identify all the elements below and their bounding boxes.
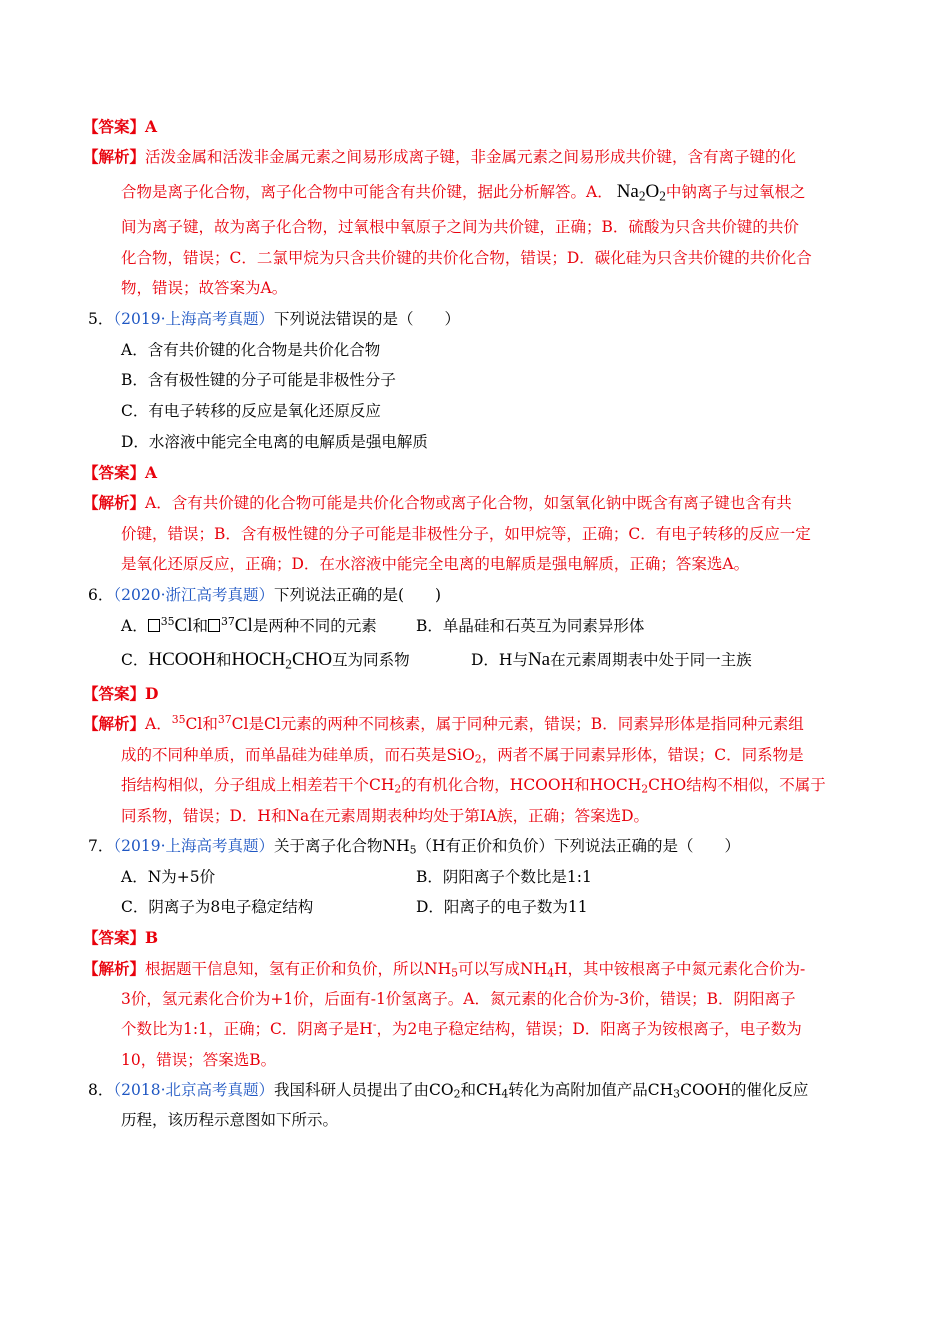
- q7-analysis-line-2: 3价，氢元素化合价为+1价，后面有-1价氢离子。A．氮元素的化合价为-3价，错误；B．阴阳离子: [121, 990, 796, 1008]
- q6-analysis-line-1: 【解析】A．$^{35}$Cl和$^{37}$Cl是Cl元素的两种不同核素，属于同种元素，错误；B．同素异形体是指同种元素组: [83, 713, 804, 733]
- analysis-text: 合物是离子化合物，离子化合物中可能含有共价键，据此分析解答。A．: [121, 183, 613, 201]
- answer-value: B: [145, 928, 159, 947]
- q5-answer: [83, 462, 157, 484]
- q4-analysis-line-1: [83, 146, 796, 168]
- answer-value: D: [145, 684, 159, 703]
- q6-stem: [88, 584, 441, 606]
- answer-label: 【答案】: [83, 117, 146, 136]
- q4-analysis-line-4: 化合物，错误；C．二氯甲烷为只含共价键的共价化合物，错误；D．碳化硅为只含共价键的共价化合: [121, 249, 812, 267]
- question-source: （2019·上海高考真题）: [113, 310, 274, 328]
- formula-na2o2: $Na_2O_2$: [616, 181, 666, 204]
- q4-analysis-line-3: 间为离子键，故为离子化合物，过氧根中氧原子之间为共价键，正确；B．硫酸为只含共价键的共价: [121, 218, 799, 236]
- q5-analysis-line-3: 是氧化还原反应，正确；D．在水溶液中能完全电离的电解质是强电解质，正确；答案选A。: [121, 555, 750, 573]
- analysis-label: 【解析】: [83, 493, 146, 512]
- q4-analysis-line-5: 物，错误；故答案为A。: [121, 279, 288, 297]
- q7-option-a: A．N为+5价: [121, 868, 216, 886]
- question-source: （2018·北京高考真题）: [113, 1081, 274, 1099]
- q5-option-c: C．有电子转移的反应是氧化还原反应: [121, 402, 381, 420]
- analysis-label: 【解析】: [83, 959, 146, 978]
- q7-answer: [83, 927, 158, 949]
- question-text: 下列说法错误的是（ ）: [274, 310, 461, 328]
- answer-label: 【答案】: [83, 684, 146, 703]
- q7-option-b: B．阴阳离子个数比是1:1: [416, 868, 592, 886]
- question-source: （2019·上海高考真题）: [113, 837, 274, 855]
- q6-option-a: A． $^{35}$Cl和 $^{37}$Cl是两种不同的元素: [121, 615, 377, 636]
- question-number: 5．: [88, 310, 114, 328]
- q7-analysis-line-4: 10，错误；答案选B。: [121, 1051, 277, 1069]
- q8-stem-line-2: 历程，该历程示意图如下所示。: [121, 1111, 339, 1129]
- question-number: 6．: [88, 586, 114, 604]
- answer-value: A: [145, 117, 158, 136]
- q7-analysis-line-1: 【解析】根据题干信息知，氢有正价和负价，所以$NH_5$可以写成$NH_4H$，其中铵根离子中氮元素化合价为-: [83, 959, 806, 980]
- answer-label: 【答案】: [83, 463, 146, 482]
- placeholder-box-icon: [148, 619, 160, 632]
- q7-option-c: C．阴离子为8电子稳定结构: [121, 898, 314, 916]
- placeholder-box-icon: [208, 619, 220, 632]
- q5-option-a: A．含有共价键的化合物是共价化合物: [121, 341, 381, 359]
- q6-option-b: B．单晶硅和石英互为同素异形体: [416, 617, 645, 635]
- analysis-text: 活泼金属和活泼非金属元素之间易形成离子键，非金属元素之间易形成共价键，含有离子键的化: [145, 148, 797, 166]
- question-number: 7．: [88, 837, 114, 855]
- q5-stem: [88, 308, 460, 330]
- question-text: 下列说法正确的是( ): [274, 586, 442, 604]
- answer-label: 【答案】: [83, 928, 146, 947]
- question-source: （2020·浙江高考真题）: [113, 586, 274, 604]
- analysis-label: 【解析】: [83, 147, 146, 166]
- q4-analysis-line-2: [121, 181, 805, 203]
- analysis-label: 【解析】: [83, 714, 146, 733]
- question-number: 8．: [88, 1081, 114, 1099]
- q5-analysis-line-1: 【解析】A．含有共价键的化合物可能是共价化合物或离子化合物，如氢氧化钠中既含有离子键也含有共: [83, 493, 792, 512]
- q7-option-d: D．阳离子的电子数为11: [416, 898, 588, 916]
- q5-option-b: B．含有极性键的分子可能是非极性分子: [121, 371, 396, 389]
- q7-stem: 7．（2019·上海高考真题）关于离子化合物$NH_5(H$有正价和负价）下列说法正确的是（ ）: [88, 837, 741, 857]
- q8-stem: 8．（2018·北京高考真题）我国科研人员提出了由$CO_2$和$CH_4$转化为高附加值产品$CH_3COOH$的催化反应: [88, 1081, 809, 1101]
- answer-value: A: [145, 463, 158, 482]
- q4-answer: [83, 116, 157, 138]
- q6-option-c: C．HCOOH和$HOCH_2CHO$互为同系物: [121, 649, 410, 672]
- q5-option-d: D．水溶液中能完全电离的电解质是强电解质: [121, 433, 428, 451]
- q6-option-d: D．H与Na在元素周期表中处于同一主族: [471, 649, 752, 670]
- q5-analysis-line-2: 价键，错误；B．含有极性键的分子可能是非极性分子，如甲烷等，正确；C．有电子转移的反应一定: [121, 525, 811, 543]
- q6-answer: [83, 683, 158, 705]
- q6-analysis-line-4: 同系物，错误；D．H和Na在元素周期表种均处于第IA族，正确；答案选D。: [121, 807, 649, 825]
- q6-analysis-line-3: 指结构相似，分子组成上相差若干个$CH_2$的有机化合物，HCOOH和$HOCH_2CHO$结构不相似，不属于: [121, 776, 826, 796]
- q6-analysis-line-2: 成的不同种单质，而单晶硅为硅单质，而石英是SiO$_2$，两者不属于同素异形体，错误；C．同系物是: [121, 746, 804, 766]
- analysis-text: 中钠离子与过氧根之: [665, 183, 806, 201]
- q7-analysis-line-3: 个数比为1:1，正确；C．阴离子是H-，为2电子稳定结构，错误；D．阳离子为铵根离子，电子数为: [121, 1018, 802, 1038]
